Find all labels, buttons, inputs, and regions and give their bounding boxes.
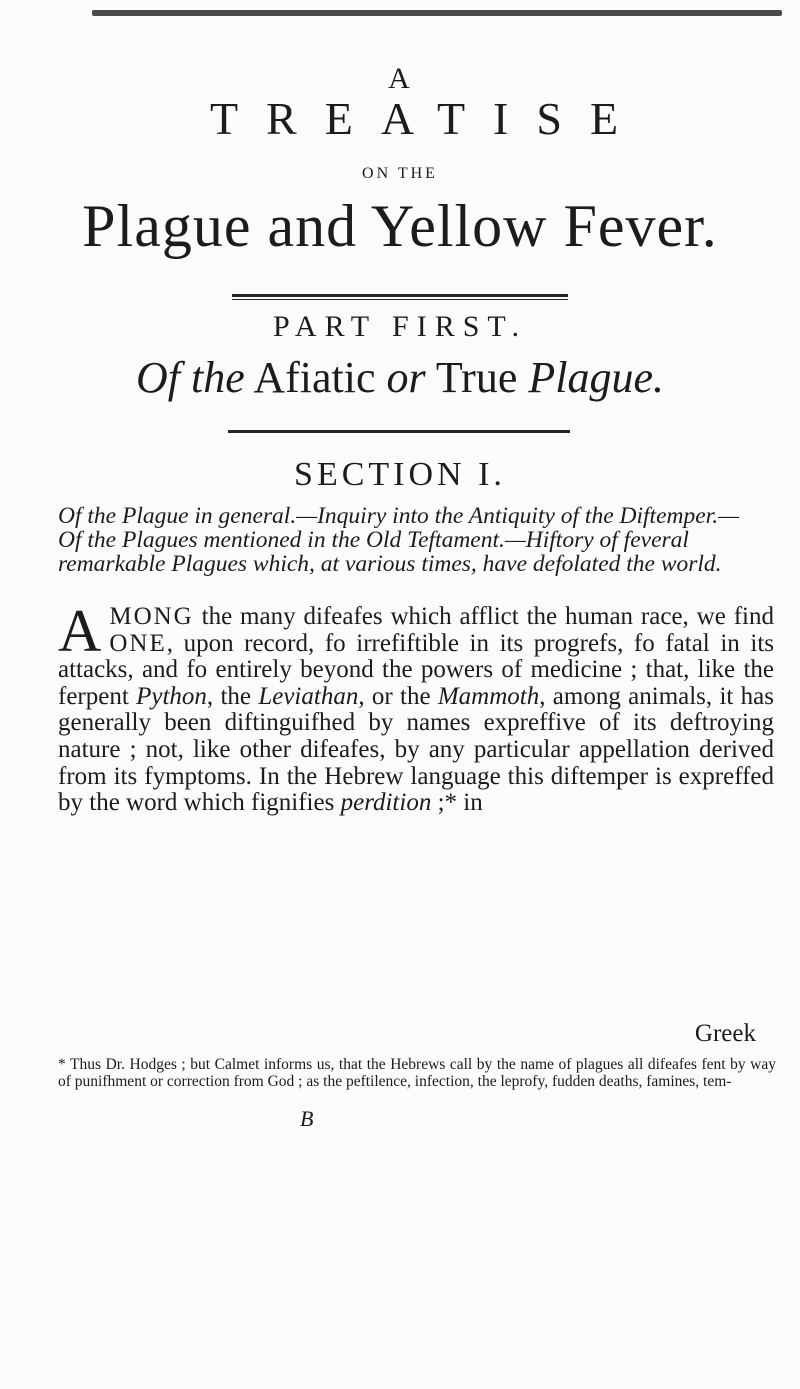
section-summary: Of the Plague in general.—Inquiry into the Antiquity of the Diftemper.—Of the Plagues mentioned in the Old Teftament.—Hiftory of feveral remarkable Plagues which, at various times, have defolated the world. bbox=[58, 503, 739, 577]
section-heading: SECTION I. bbox=[294, 456, 506, 493]
body-leviathan: Leviathan bbox=[258, 682, 359, 710]
body-text-3: , the bbox=[206, 682, 259, 710]
body-text-1: the many difeafes which afflict the human race, we find bbox=[193, 603, 774, 630]
part-subtitle-or: or bbox=[386, 353, 426, 402]
body-one: ONE bbox=[109, 629, 167, 657]
part-subtitle-plague: Plague. bbox=[528, 353, 664, 402]
body-paragraph bbox=[58, 598, 774, 817]
part-heading: PART FIRST. bbox=[272, 310, 528, 343]
title-article: A bbox=[388, 62, 412, 95]
divider-rule bbox=[232, 294, 568, 297]
body-mammoth: Mammoth bbox=[437, 682, 540, 710]
body-perdition: perdition bbox=[340, 789, 432, 817]
body-text-2: , upon record, fo irrefiftible in its progrefs, fo fatal in its attacks, and fo entirely beyond the powers of medicine ; that, like the ferpent bbox=[58, 629, 774, 710]
catchword: Greek bbox=[694, 1020, 756, 1047]
drop-cap: A bbox=[58, 598, 102, 664]
body-text-5: , among animals, it has generally been diftinguifhed by names expreffive of its deftroying nature ; not, like other difeafes, by any particular appellation derived from its fymptoms. In the Hebrew language this diftemper is expreffed by the word which fignifies bbox=[58, 682, 774, 817]
divider-rule-lower bbox=[228, 430, 570, 433]
part-subtitle bbox=[0, 352, 800, 403]
title-subject: Plague and Yellow Fever. bbox=[82, 193, 718, 259]
first-word: MONG bbox=[109, 603, 194, 630]
signature-mark: B bbox=[300, 1106, 314, 1131]
body-text-6: ;* in bbox=[431, 789, 483, 817]
title-on-the: ON THE bbox=[362, 165, 438, 182]
part-subtitle-true: True bbox=[435, 353, 518, 402]
body-python: Python bbox=[136, 682, 207, 710]
part-subtitle-of-the: Of the bbox=[135, 353, 245, 402]
part-subtitle-asiatic: Afiatic bbox=[253, 353, 376, 402]
title-treatise: TREATISE bbox=[209, 93, 647, 144]
divider-rule-thin bbox=[232, 299, 568, 300]
body-text-4: , or the bbox=[358, 682, 438, 710]
footnote: * Thus Dr. Hodges ; but Calmet informs us, that the Hebrews call by the name of plagues all difeafes fent by way of punifhment or correction from God ; as the peftilence, infection, the leprofy, fudden deaths, famines, tem- bbox=[58, 1056, 776, 1090]
top-ornamental-rule bbox=[92, 10, 782, 16]
